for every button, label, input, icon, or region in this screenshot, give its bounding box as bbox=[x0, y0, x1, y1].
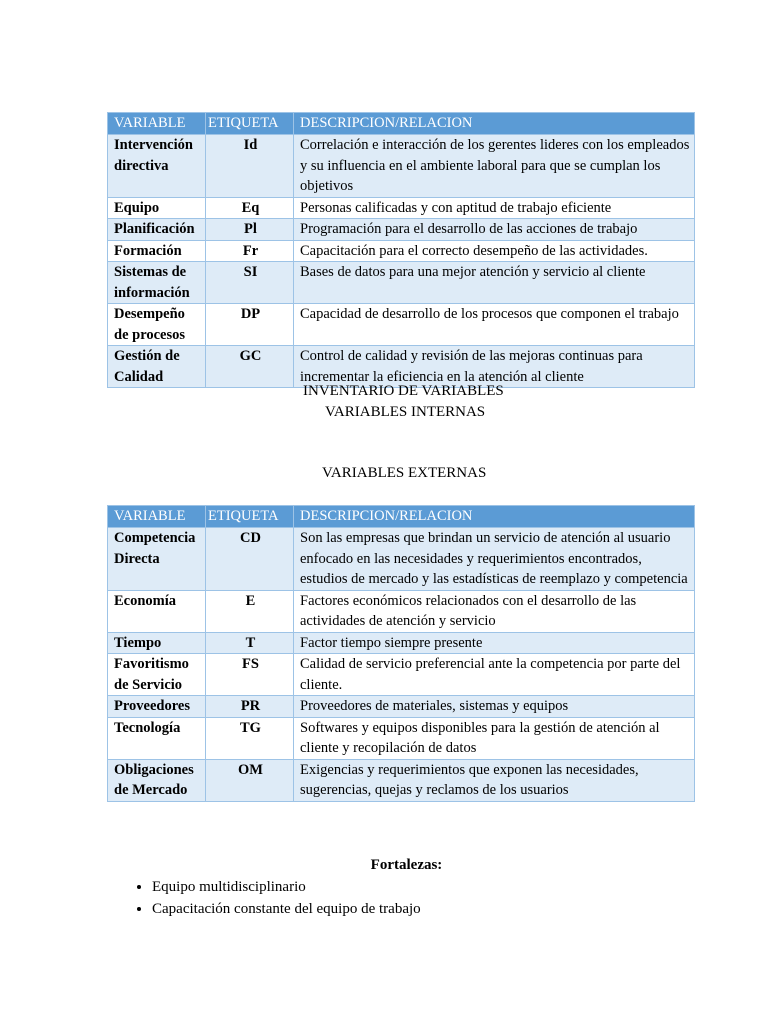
variable-cell: Sistemas de información bbox=[108, 262, 206, 304]
table-row bbox=[108, 696, 695, 718]
tag-cell: FS bbox=[206, 654, 294, 696]
description-cell: Correlación e interacción de los gerentes lideres con los empleados y su influencia en el ambiente laboral para que se cumplan los objetivos bbox=[294, 135, 695, 198]
description-cell: Softwares y equipos disponibles para la gestión de atención al cliente y recopilación de datos bbox=[294, 717, 695, 759]
caption-inventory: INVENTARIO DE VARIABLES bbox=[303, 383, 504, 399]
internal-variables-table bbox=[107, 112, 695, 388]
table-row bbox=[108, 528, 695, 591]
variable-cell: Formación bbox=[108, 240, 206, 262]
external-variables-table bbox=[107, 505, 695, 802]
variable-cell: Tecnología bbox=[108, 717, 206, 759]
table-row bbox=[108, 759, 695, 801]
tag-cell: OM bbox=[206, 759, 294, 801]
table-row bbox=[108, 240, 695, 262]
variable-cell: Gestión de Calidad bbox=[108, 346, 206, 388]
variable-cell: Favoritismo de Servicio bbox=[108, 654, 206, 696]
variable-cell: Competencia Directa bbox=[108, 528, 206, 591]
table-row bbox=[108, 717, 695, 759]
header-variable: VARIABLE bbox=[108, 506, 206, 528]
description-cell: Bases de datos para una mejor atención y servicio al cliente bbox=[294, 262, 695, 304]
tag-cell: GC bbox=[206, 346, 294, 388]
description-cell: Factores económicos relacionados con el desarrollo de las actividades de atención y servicio bbox=[294, 590, 695, 632]
description-cell: Capacitación para el correcto desempeño de las actividades. bbox=[294, 240, 695, 262]
variable-cell: Equipo bbox=[108, 197, 206, 219]
table-row bbox=[108, 654, 695, 696]
description-cell: Exigencias y requerimientos que exponen las necesidades, sugerencias, quejas y reclamos de los usuarios bbox=[294, 759, 695, 801]
header-etiqueta: ETIQUETA bbox=[206, 113, 294, 135]
table-header-row bbox=[108, 506, 695, 528]
header-descripcion: DESCRIPCION/RELACION bbox=[294, 113, 695, 135]
tag-cell: Fr bbox=[206, 240, 294, 262]
tag-cell: Pl bbox=[206, 219, 294, 241]
tag-cell: TG bbox=[206, 717, 294, 759]
tag-cell: Id bbox=[206, 135, 294, 198]
table-header-row bbox=[108, 113, 695, 135]
description-cell: Capacidad de desarrollo de los procesos que componen el trabajo bbox=[294, 304, 695, 346]
header-descripcion: DESCRIPCION/RELACION bbox=[294, 506, 695, 528]
description-cell: Personas calificadas y con aptitud de trabajo eficiente bbox=[294, 197, 695, 219]
list-item: • Equipo multidisciplinario bbox=[152, 876, 421, 898]
tag-cell: PR bbox=[206, 696, 294, 718]
caption-external-variables: VARIABLES EXTERNAS bbox=[322, 465, 487, 481]
variable-cell: Proveedores bbox=[108, 696, 206, 718]
table-row bbox=[108, 304, 695, 346]
caption-internal-variables: VARIABLES INTERNAS bbox=[325, 404, 486, 420]
tag-cell: CD bbox=[206, 528, 294, 591]
table-row bbox=[108, 590, 695, 632]
description-cell: Programación para el desarrollo de las acciones de trabajo bbox=[294, 219, 695, 241]
description-cell: Son las empresas que brindan un servicio de atención al usuario enfocado en las necesidades y requerimientos encontrados, estudios de mercado y las estadísticas de reemplazo y competencia bbox=[294, 528, 695, 591]
description-cell: Factor tiempo siempre presente bbox=[294, 632, 695, 654]
table-row bbox=[108, 197, 695, 219]
tag-cell: E bbox=[206, 590, 294, 632]
strengths-heading: Fortalezas: bbox=[370, 857, 443, 873]
description-cell: Calidad de servicio preferencial ante la competencia por parte del cliente. bbox=[294, 654, 695, 696]
variable-cell: Tiempo bbox=[108, 632, 206, 654]
variable-cell: Intervención directiva bbox=[108, 135, 206, 198]
table-row bbox=[108, 219, 695, 241]
tag-cell: SI bbox=[206, 262, 294, 304]
variable-cell: Economía bbox=[108, 590, 206, 632]
table-row bbox=[108, 135, 695, 198]
description-cell: Control de calidad y revisión de las mejoras continuas para incrementar la eficiencia en la atención al cliente bbox=[294, 346, 695, 388]
variable-cell: Desempeño de procesos bbox=[108, 304, 206, 346]
header-variable: VARIABLE bbox=[108, 113, 206, 135]
tag-cell: Eq bbox=[206, 197, 294, 219]
strengths-list bbox=[107, 876, 421, 920]
header-etiqueta: ETIQUETA bbox=[206, 506, 294, 528]
tag-cell: DP bbox=[206, 304, 294, 346]
list-item: • Capacitación constante del equipo de trabajo bbox=[152, 898, 421, 920]
tag-cell: T bbox=[206, 632, 294, 654]
variable-cell: Planificación bbox=[108, 219, 206, 241]
table-row bbox=[108, 262, 695, 304]
variable-cell: Obligaciones de Mercado bbox=[108, 759, 206, 801]
description-cell: Proveedores de materiales, sistemas y equipos bbox=[294, 696, 695, 718]
table-row bbox=[108, 632, 695, 654]
